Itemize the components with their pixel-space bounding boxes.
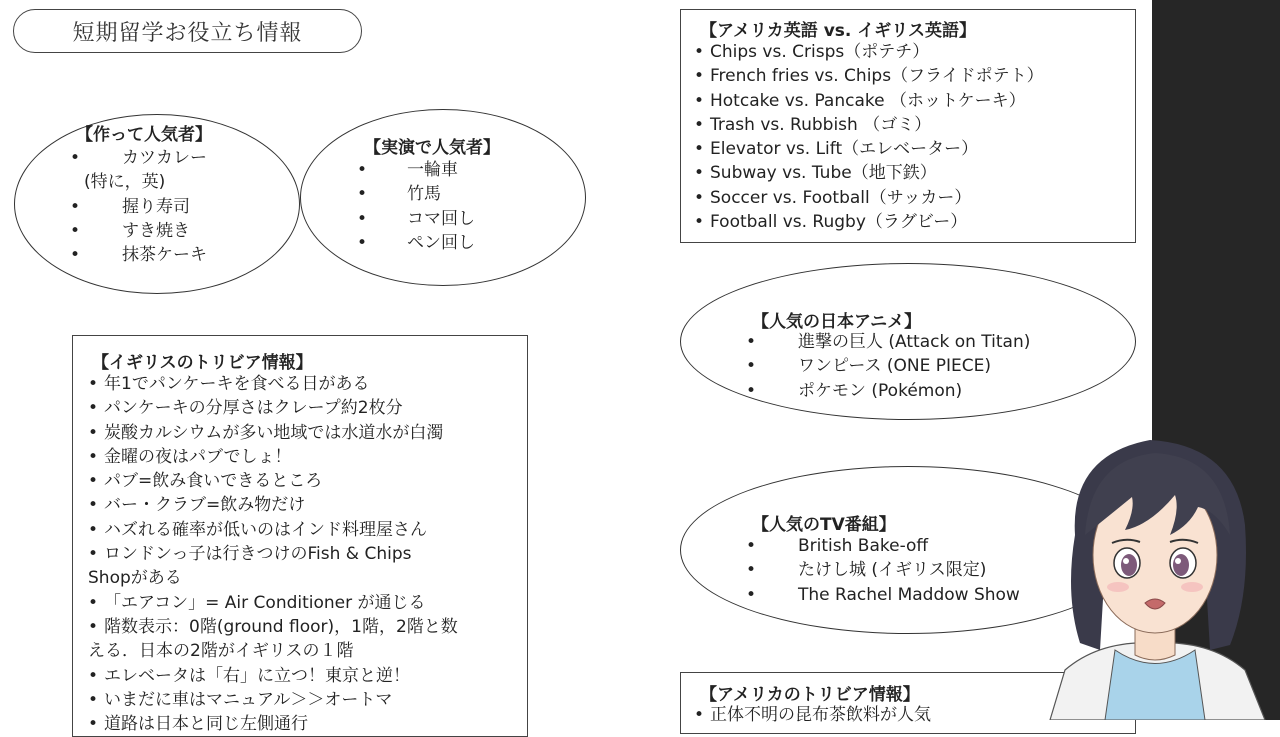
bullet-icon: • <box>70 196 81 217</box>
list-item: • エレベータは「右」に立つ！東京と逆！ <box>88 664 520 688</box>
bullet-icon: • <box>88 471 99 492</box>
list-item: Shopがある <box>88 568 182 589</box>
list-item: • French fries vs. Chips（フライドポテト） <box>694 64 1124 88</box>
list-item: • 金曜の夜はパブでしょ！ <box>88 445 520 469</box>
list-item: • Subway vs. Tube（地下鉄） <box>694 161 1124 185</box>
list-item: • 握り寿司 <box>70 195 270 219</box>
bullet-icon: • <box>694 66 705 87</box>
list-item: • カツカレー <box>70 146 270 170</box>
bullet-icon: • <box>70 245 81 266</box>
page-title: 短期留学お役立ち情報 <box>13 9 362 53</box>
bullet-icon: • <box>694 187 705 208</box>
bullet-icon: • <box>357 208 368 229</box>
bullet-icon: • <box>694 163 705 184</box>
list-item: える．日本の2階がイギリスの１階 <box>88 641 354 662</box>
tv-heading: 【人気のTV番組】 <box>752 515 896 535</box>
list-item: • ペン回し <box>357 231 557 255</box>
uk-trivia-list <box>88 372 520 736</box>
bullet-icon: • <box>88 519 99 540</box>
list-item: • 「エアコン」= Air Conditioner が通じる <box>88 591 520 615</box>
list-item: • 進撃の巨人 (Attack on Titan) <box>746 330 1116 354</box>
list-item: • ハズれる確率が低いのはインド料理屋さん <box>88 518 520 542</box>
list-item: • バー・クラブ=飲み物だけ <box>88 493 520 517</box>
cooking-heading: 【作って人気者】 <box>76 125 212 145</box>
bullet-icon: • <box>746 560 757 581</box>
uk-trivia-heading: 【イギリスのトリビア情報】 <box>92 353 313 373</box>
list-item: • Chips vs. Crisps（ポテチ） <box>694 40 1124 64</box>
bullet-icon: • <box>746 584 757 605</box>
bullet-icon: • <box>88 544 99 565</box>
bullet-icon: • <box>357 184 368 205</box>
bullet-icon: • <box>88 495 99 516</box>
bullet-icon: • <box>70 148 81 168</box>
list-item: • 抹茶ケーキ <box>70 243 270 267</box>
list-item: • Hotcake vs. Pancake （ホットケーキ） <box>694 89 1124 113</box>
bullet-icon: • <box>88 689 99 710</box>
bullet-icon: • <box>88 616 99 637</box>
list-item: • パンケーキの分厚さはクレープ約2枚分 <box>88 396 520 420</box>
bullet-icon: • <box>357 232 368 253</box>
list-item: • Football vs. Rugby（ラグビー） <box>694 210 1124 234</box>
list-item: (特に，英) <box>84 172 166 193</box>
presenter-avatar-illustration <box>1030 415 1280 720</box>
bullet-icon: • <box>746 356 757 377</box>
bullet-icon: • <box>357 160 368 180</box>
list-item: • いまだに車はマニュアル＞＞オートマ <box>88 688 520 712</box>
us-uk-english-list <box>694 40 1124 234</box>
cooking-list <box>70 146 270 267</box>
us-uk-english-heading: 【アメリカ英語 vs. イギリス英語】 <box>700 21 976 41</box>
bullet-icon: • <box>88 592 99 613</box>
bullet-icon: • <box>694 139 705 160</box>
performing-heading: 【実演で人気者】 <box>364 138 500 158</box>
bullet-icon: • <box>746 380 757 401</box>
bullet-icon: • <box>694 212 705 233</box>
bullet-icon: • <box>70 220 81 241</box>
list-item: • 階数表示：0階(ground floor)，1階，2階と数 <box>88 615 520 639</box>
list-item: • 一輪車 <box>357 158 557 182</box>
bullet-icon: • <box>88 714 99 735</box>
list-item: • ポケモン (Pokémon) <box>746 379 1116 403</box>
bullet-icon: • <box>694 90 705 111</box>
list-item: • すき焼き <box>70 219 270 243</box>
bullet-icon: • <box>88 398 99 419</box>
bullet-icon: • <box>694 42 705 62</box>
list-item: • 炭酸カルシウムが多い地域では水道水が白濁 <box>88 421 520 445</box>
bullet-icon: • <box>88 374 99 394</box>
bullet-icon: • <box>88 446 99 467</box>
bullet-icon: • <box>746 536 757 556</box>
list-item: • 竹馬 <box>357 182 557 206</box>
bullet-icon: • <box>694 705 705 725</box>
list-item: • The Rachel Maddow Show <box>746 583 1116 607</box>
bullet-icon: • <box>694 114 705 135</box>
list-item: • ロンドンっ子は行きつけのFish & Chips <box>88 542 520 566</box>
bullet-icon: • <box>746 332 757 352</box>
bullet-icon: • <box>88 665 99 686</box>
performing-list <box>357 158 557 255</box>
list-item: • Soccer vs. Football（サッカー） <box>694 186 1124 210</box>
anime-list <box>746 330 1116 403</box>
list-item: • コマ回し <box>357 207 557 231</box>
list-item: • 正体不明の昆布茶飲料が人気 <box>694 703 1124 727</box>
us-trivia-heading: 【アメリカのトリビア情報】 <box>700 685 920 705</box>
list-item: • Trash vs. Rubbish （ゴミ） <box>694 113 1124 137</box>
list-item: • 年1でパンケーキを食べる日がある <box>88 372 520 396</box>
bullet-icon: • <box>88 422 99 443</box>
list-item: • 道路は日本と同じ左側通行 <box>88 712 520 736</box>
list-item: • パブ=飲み食いできるところ <box>88 469 520 493</box>
list-item: • Elevator vs. Lift（エレベーター） <box>694 137 1124 161</box>
list-item: • たけし城 (イギリス限定) <box>746 558 1116 582</box>
anime-heading: 【人気の日本アニメ】 <box>752 312 922 332</box>
list-item: • ワンピース (ONE PIECE) <box>746 354 1116 378</box>
list-item: • British Bake-off <box>746 534 1116 558</box>
